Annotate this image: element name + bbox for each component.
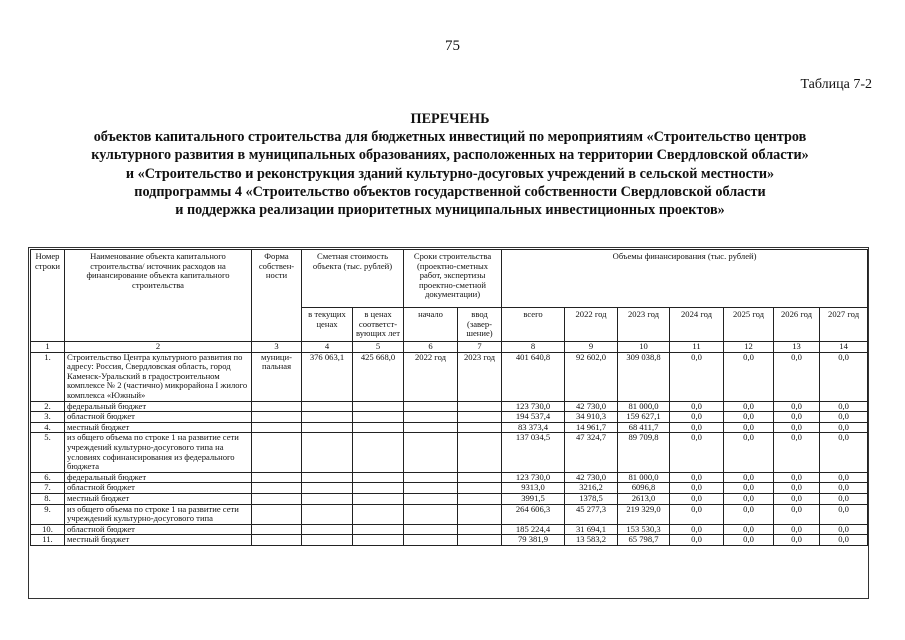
cell-2027: 0,0 bbox=[820, 433, 868, 472]
cell-object-name: Строительство Центра культурного развития по адресу: Россия, Свердловская область, город Каменск-Уральский в градостроительном комплексе № 2 (частично) микрорайона I жилого комплекса «Южный» bbox=[65, 352, 252, 401]
cell-total: 185 224,4 bbox=[502, 524, 565, 535]
cell-total: 401 640,8 bbox=[502, 352, 565, 401]
cell-term-commission bbox=[458, 422, 502, 433]
cell-object-name: областной бюджет bbox=[65, 412, 252, 423]
cell-cost-current bbox=[302, 504, 353, 524]
cell-cost-current bbox=[302, 472, 353, 483]
column-number: 4 bbox=[302, 342, 353, 353]
cell-2024: 0,0 bbox=[670, 524, 724, 535]
cell-row-number: 9. bbox=[31, 504, 65, 524]
cell-2025: 0,0 bbox=[724, 504, 774, 524]
cell-cost-current bbox=[302, 412, 353, 423]
cell-2025: 0,0 bbox=[724, 401, 774, 412]
cell-2022: 1378,5 bbox=[565, 493, 618, 504]
cell-term-start bbox=[404, 483, 458, 494]
cell-2025: 0,0 bbox=[724, 422, 774, 433]
column-number: 11 bbox=[670, 342, 724, 353]
cell-2025: 0,0 bbox=[724, 493, 774, 504]
cell-row-number: 6. bbox=[31, 472, 65, 483]
column-number: 6 bbox=[404, 342, 458, 353]
cell-term-commission bbox=[458, 483, 502, 494]
cell-cost-prior bbox=[353, 412, 404, 423]
table-row bbox=[31, 401, 868, 412]
cell-term-commission bbox=[458, 493, 502, 504]
cell-2026: 0,0 bbox=[774, 504, 820, 524]
cell-2023: 89 709,8 bbox=[618, 433, 670, 472]
cell-term-start bbox=[404, 433, 458, 472]
cell-2024: 0,0 bbox=[670, 504, 724, 524]
cell-row-number: 1. bbox=[31, 352, 65, 401]
cell-ownership bbox=[252, 433, 302, 472]
cell-2026: 0,0 bbox=[774, 401, 820, 412]
column-number: 5 bbox=[353, 342, 404, 353]
title-line-6: и поддержка реализации приоритетных муниципальных инвестиционных проектов» bbox=[175, 202, 725, 219]
cell-ownership bbox=[252, 524, 302, 535]
cell-2023: 2613,0 bbox=[618, 493, 670, 504]
cell-2024: 0,0 bbox=[670, 422, 724, 433]
title-line-1: ПЕРЕЧЕНЬ bbox=[410, 111, 490, 127]
title-line-5: подпрограммы 4 «Строительство объектов государственной собственности Свердловской области bbox=[134, 183, 766, 200]
cell-cost-prior bbox=[353, 535, 404, 546]
cell-2022: 92 602,0 bbox=[565, 352, 618, 401]
cell-total: 79 381,9 bbox=[502, 535, 565, 546]
table-row bbox=[31, 433, 868, 472]
header-row-number: Номер строки bbox=[31, 250, 65, 342]
column-number: 10 bbox=[618, 342, 670, 353]
cell-cost-current bbox=[302, 433, 353, 472]
cell-cost-current: 376 063,1 bbox=[302, 352, 353, 401]
cell-2022: 3216,2 bbox=[565, 483, 618, 494]
cell-2022: 34 910,3 bbox=[565, 412, 618, 423]
table-row bbox=[31, 352, 868, 401]
cell-2023: 219 329,0 bbox=[618, 504, 670, 524]
header-2026: 2026 год bbox=[774, 308, 820, 342]
cell-term-start bbox=[404, 472, 458, 483]
cell-2023: 6096,8 bbox=[618, 483, 670, 494]
cell-term-commission bbox=[458, 433, 502, 472]
cell-2026: 0,0 bbox=[774, 472, 820, 483]
cell-cost-current bbox=[302, 493, 353, 504]
cell-2027: 0,0 bbox=[820, 412, 868, 423]
cell-term-start bbox=[404, 535, 458, 546]
cell-row-number: 10. bbox=[31, 524, 65, 535]
cell-row-number: 11. bbox=[31, 535, 65, 546]
header-2027: 2027 год bbox=[820, 308, 868, 342]
cell-2027: 0,0 bbox=[820, 483, 868, 494]
cell-2022: 47 324,7 bbox=[565, 433, 618, 472]
cell-2025: 0,0 bbox=[724, 412, 774, 423]
cell-2022: 31 694,1 bbox=[565, 524, 618, 535]
cell-object-name: федеральный бюджет bbox=[65, 472, 252, 483]
cell-2025: 0,0 bbox=[724, 472, 774, 483]
cell-cost-current bbox=[302, 483, 353, 494]
header-cost-current: в текущих ценах bbox=[302, 308, 353, 342]
table-row bbox=[31, 504, 868, 524]
cell-2022: 42 730,0 bbox=[565, 401, 618, 412]
header-2024: 2024 год bbox=[670, 308, 724, 342]
cell-2022: 45 277,3 bbox=[565, 504, 618, 524]
cell-2026: 0,0 bbox=[774, 422, 820, 433]
cell-2026: 0,0 bbox=[774, 535, 820, 546]
cell-cost-prior bbox=[353, 401, 404, 412]
column-number: 14 bbox=[820, 342, 868, 353]
cell-2026: 0,0 bbox=[774, 493, 820, 504]
cell-2026: 0,0 bbox=[774, 412, 820, 423]
header-financing: Объемы финансирования (тыс. рублей) bbox=[502, 250, 868, 308]
cell-total: 264 606,3 bbox=[502, 504, 565, 524]
cell-row-number: 3. bbox=[31, 412, 65, 423]
cell-ownership bbox=[252, 401, 302, 412]
column-number: 7 bbox=[458, 342, 502, 353]
cell-cost-current bbox=[302, 524, 353, 535]
cell-row-number: 2. bbox=[31, 401, 65, 412]
cell-2025: 0,0 bbox=[724, 433, 774, 472]
cell-object-name: из общего объема по строке 1 на развитие сети учреждений культурно-досугового типа bbox=[65, 504, 252, 524]
cell-2025: 0,0 bbox=[724, 352, 774, 401]
cell-2024: 0,0 bbox=[670, 483, 724, 494]
cell-2023: 68 411,7 bbox=[618, 422, 670, 433]
cell-object-name: федеральный бюджет bbox=[65, 401, 252, 412]
cell-term-commission bbox=[458, 504, 502, 524]
cell-row-number: 5. bbox=[31, 433, 65, 472]
page-number: 75 bbox=[445, 38, 460, 54]
cell-cost-prior bbox=[353, 504, 404, 524]
header-ownership: Форма собствен-ности bbox=[252, 250, 302, 342]
cell-cost-current bbox=[302, 401, 353, 412]
cell-cost-current bbox=[302, 535, 353, 546]
table-row bbox=[31, 535, 868, 546]
cell-2023: 159 627,1 bbox=[618, 412, 670, 423]
cell-2022: 13 583,2 bbox=[565, 535, 618, 546]
cell-term-start bbox=[404, 401, 458, 412]
cell-2024: 0,0 bbox=[670, 433, 724, 472]
cell-cost-prior bbox=[353, 422, 404, 433]
cell-total: 83 373,4 bbox=[502, 422, 565, 433]
cell-2024: 0,0 bbox=[670, 472, 724, 483]
cell-cost-prior bbox=[353, 472, 404, 483]
cell-2027: 0,0 bbox=[820, 535, 868, 546]
cell-term-commission bbox=[458, 401, 502, 412]
cell-row-number: 4. bbox=[31, 422, 65, 433]
cell-2026: 0,0 bbox=[774, 524, 820, 535]
cell-2023: 81 000,0 bbox=[618, 401, 670, 412]
cell-cost-current bbox=[302, 422, 353, 433]
column-number: 1 bbox=[31, 342, 65, 353]
cell-2026: 0,0 bbox=[774, 352, 820, 401]
cell-2024: 0,0 bbox=[670, 493, 724, 504]
cell-ownership bbox=[252, 535, 302, 546]
cell-term-start: 2022 год bbox=[404, 352, 458, 401]
header-estimated-cost: Сметная стоимость объекта (тыс. рублей) bbox=[302, 250, 404, 308]
table-row bbox=[31, 483, 868, 494]
header-2023: 2023 год bbox=[618, 308, 670, 342]
cell-2027: 0,0 bbox=[820, 472, 868, 483]
cell-2023: 309 038,8 bbox=[618, 352, 670, 401]
header-construction-terms: Сроки строительства (проектно-сметных работ, экспертизы проектно-сметной документации) bbox=[404, 250, 502, 308]
cell-2024: 0,0 bbox=[670, 535, 724, 546]
cell-ownership bbox=[252, 422, 302, 433]
cell-total: 194 537,4 bbox=[502, 412, 565, 423]
cell-ownership bbox=[252, 412, 302, 423]
header-object-name: Наименование объекта капитального строительства/ источник расходов на финансирование объекта капитального строительства bbox=[65, 250, 252, 342]
cell-2024: 0,0 bbox=[670, 412, 724, 423]
cell-2027: 0,0 bbox=[820, 504, 868, 524]
cell-cost-prior bbox=[353, 493, 404, 504]
title-line-3: культурного развития в муниципальных образованиях, расположенных на территории Свердловской области» bbox=[91, 147, 809, 164]
cell-2026: 0,0 bbox=[774, 433, 820, 472]
cell-total: 3991,5 bbox=[502, 493, 565, 504]
table-row bbox=[31, 493, 868, 504]
cell-2027: 0,0 bbox=[820, 352, 868, 401]
cell-object-name: областной бюджет bbox=[65, 524, 252, 535]
cell-term-commission bbox=[458, 412, 502, 423]
table-label: Таблица 7-2 bbox=[800, 77, 872, 92]
cell-term-start bbox=[404, 524, 458, 535]
cell-object-name: местный бюджет bbox=[65, 422, 252, 433]
cell-2025: 0,0 bbox=[724, 483, 774, 494]
cell-2023: 65 798,7 bbox=[618, 535, 670, 546]
document-title bbox=[40, 110, 860, 219]
header-2025: 2025 год bbox=[724, 308, 774, 342]
column-number: 3 bbox=[252, 342, 302, 353]
cell-ownership bbox=[252, 483, 302, 494]
cell-term-commission: 2023 год bbox=[458, 352, 502, 401]
column-number: 12 bbox=[724, 342, 774, 353]
cell-ownership bbox=[252, 493, 302, 504]
cell-2025: 0,0 bbox=[724, 524, 774, 535]
cell-ownership: муници-пальная bbox=[252, 352, 302, 401]
cell-object-name: местный бюджет bbox=[65, 535, 252, 546]
column-number: 2 bbox=[65, 342, 252, 353]
table-row bbox=[31, 472, 868, 483]
cell-term-commission bbox=[458, 472, 502, 483]
column-number: 9 bbox=[565, 342, 618, 353]
cell-cost-prior: 425 668,0 bbox=[353, 352, 404, 401]
cell-term-start bbox=[404, 422, 458, 433]
cell-term-commission bbox=[458, 524, 502, 535]
header-2022: 2022 год bbox=[565, 308, 618, 342]
cell-2026: 0,0 bbox=[774, 483, 820, 494]
table-row bbox=[31, 524, 868, 535]
cell-2027: 0,0 bbox=[820, 401, 868, 412]
column-number: 8 bbox=[502, 342, 565, 353]
cell-2024: 0,0 bbox=[670, 401, 724, 412]
column-number: 13 bbox=[774, 342, 820, 353]
cell-object-name: из общего объема по строке 1 на развитие сети учреждений культурно-досугового типа на условиях софинансирования из федерального бюджета bbox=[65, 433, 252, 472]
cell-term-start bbox=[404, 493, 458, 504]
cell-term-commission bbox=[458, 535, 502, 546]
investment-table bbox=[30, 249, 868, 546]
cell-2022: 42 730,0 bbox=[565, 472, 618, 483]
cell-total: 9313,0 bbox=[502, 483, 565, 494]
cell-ownership bbox=[252, 472, 302, 483]
cell-total: 123 730,0 bbox=[502, 472, 565, 483]
cell-2023: 81 000,0 bbox=[618, 472, 670, 483]
title-line-4: и «Строительство и реконструкция зданий культурно-досуговых учреждений в сельской местности» bbox=[125, 165, 775, 182]
title-line-2: объектов капитального строительства для бюджетных инвестиций по мероприятиям «Строительство центров bbox=[93, 129, 807, 146]
cell-total: 123 730,0 bbox=[502, 401, 565, 412]
cell-term-start bbox=[404, 412, 458, 423]
cell-object-name: местный бюджет bbox=[65, 493, 252, 504]
header-cost-prior: в ценах соответст-вующих лет bbox=[353, 308, 404, 342]
cell-2027: 0,0 bbox=[820, 422, 868, 433]
cell-2024: 0,0 bbox=[670, 352, 724, 401]
cell-2025: 0,0 bbox=[724, 535, 774, 546]
cell-2027: 0,0 bbox=[820, 493, 868, 504]
cell-cost-prior bbox=[353, 524, 404, 535]
cell-2023: 153 530,3 bbox=[618, 524, 670, 535]
cell-cost-prior bbox=[353, 433, 404, 472]
table-row bbox=[31, 422, 868, 433]
cell-cost-prior bbox=[353, 483, 404, 494]
cell-row-number: 7. bbox=[31, 483, 65, 494]
header-term-start: начало bbox=[404, 308, 458, 342]
table-row bbox=[31, 412, 868, 423]
header-term-commission: ввод (завер-шение) bbox=[458, 308, 502, 342]
header-total: всего bbox=[502, 308, 565, 342]
cell-row-number: 8. bbox=[31, 493, 65, 504]
cell-ownership bbox=[252, 504, 302, 524]
cell-2027: 0,0 bbox=[820, 524, 868, 535]
cell-2022: 14 961,7 bbox=[565, 422, 618, 433]
cell-term-start bbox=[404, 504, 458, 524]
cell-total: 137 034,5 bbox=[502, 433, 565, 472]
cell-object-name: областной бюджет bbox=[65, 483, 252, 494]
